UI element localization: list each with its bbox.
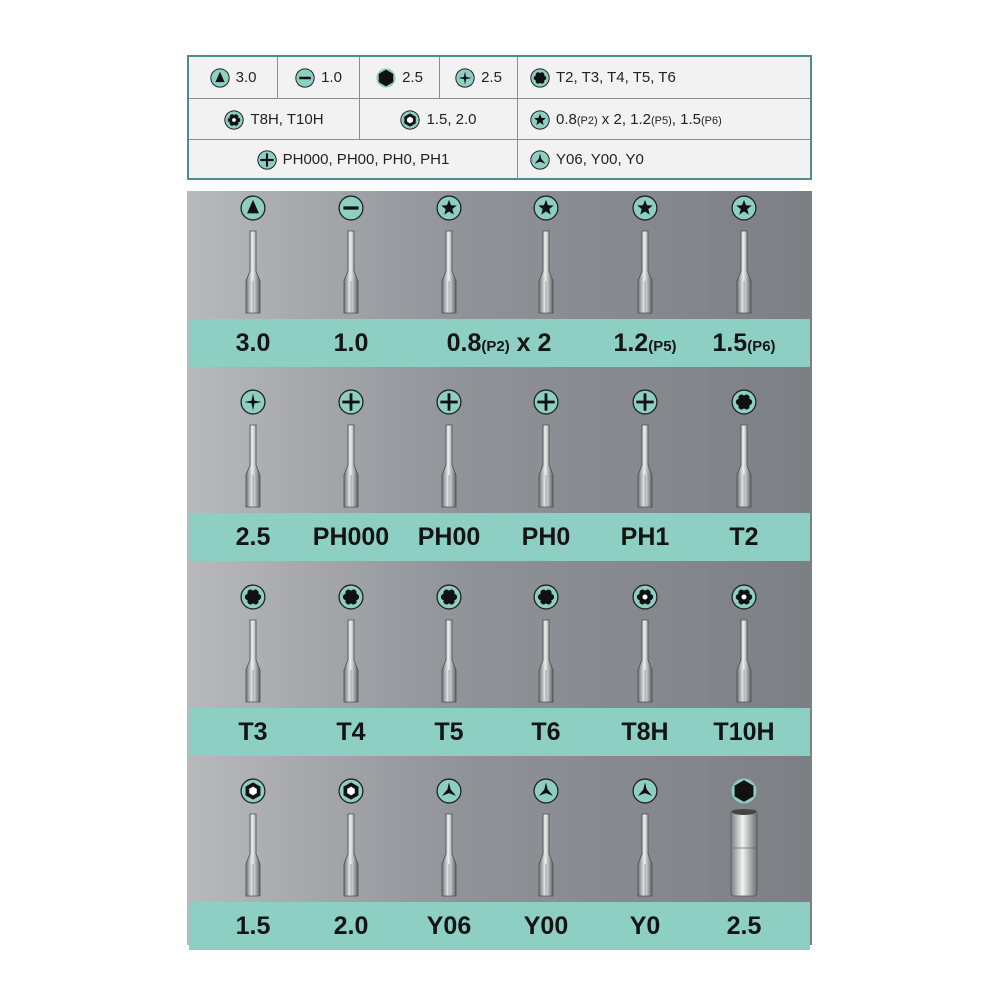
bit-image: [429, 808, 469, 898]
torx-icon: [533, 584, 559, 610]
bit-image: [526, 808, 566, 898]
legend-text: T2, T3, T4, T5, T6: [556, 69, 676, 86]
pentalobe-icon: [731, 195, 757, 221]
legend-text: 2.5: [481, 69, 502, 86]
legend-text: Y06, Y00, Y0: [556, 151, 644, 168]
bit-image: [429, 614, 469, 704]
tri-wing-icon: [436, 778, 462, 804]
bit-image: [526, 419, 566, 509]
bit-size-label: Y06: [426, 912, 472, 940]
bit-item: [694, 774, 794, 968]
phillips-icon: [257, 150, 277, 170]
bit-size-label: 1.5: [235, 912, 271, 940]
bit-image: [625, 225, 665, 315]
bit-size-label: PH1: [620, 523, 670, 551]
legend-text: 1.5, 2.0: [426, 111, 477, 128]
bit-image: [233, 225, 273, 315]
legend-cell: [359, 99, 517, 140]
bit-image: [625, 614, 665, 704]
bit-image: [331, 614, 371, 704]
torx-icon: [530, 68, 550, 88]
bit-size-label: 1.5(P6): [712, 329, 776, 357]
hex-icon: [376, 68, 396, 88]
tri-slot-icon: [240, 195, 266, 221]
bit-row: [187, 774, 812, 968]
legend-row: [189, 57, 810, 98]
cross-point-icon: [240, 389, 266, 415]
tri-wing-icon: [533, 778, 559, 804]
slot-icon: [295, 68, 315, 88]
pentalobe-icon: [530, 110, 550, 130]
legend-text: 0.8(P2) x 2, 1.2(P5), 1.5(P6): [556, 111, 722, 128]
phillips-icon: [338, 389, 364, 415]
legend-cell: [517, 140, 810, 179]
torx-security-icon: [224, 110, 244, 130]
cross-point-icon: [455, 68, 475, 88]
phillips-icon: [436, 389, 462, 415]
legend-text: 2.5: [402, 69, 423, 86]
bit-image: [625, 419, 665, 509]
bit-size-label: T10H: [713, 718, 775, 746]
bit-item: [399, 191, 552, 385]
bit-image: [331, 808, 371, 898]
hex-socket-icon: [240, 778, 266, 804]
bit-size-label: 2.5: [726, 912, 762, 940]
bit-type-legend: [187, 55, 812, 180]
bit-size-label: 0.8(P2) x 2: [446, 329, 552, 357]
bit-item: [694, 385, 794, 579]
slot-icon: [338, 195, 364, 221]
bit-image: [233, 808, 273, 898]
legend-text: T8H, T10H: [250, 111, 324, 128]
bit-size-label: T5: [434, 718, 464, 746]
tri-slot-icon: [210, 68, 230, 88]
bits-panel: [187, 191, 812, 945]
torx-icon: [731, 389, 757, 415]
bit-image: [429, 419, 469, 509]
bit-image: [526, 614, 566, 704]
bit-image: [429, 225, 469, 315]
bit-row: [187, 385, 812, 579]
legend-cell: [189, 57, 277, 98]
bit-image: [724, 225, 764, 315]
bit-item: [694, 580, 794, 774]
legend-cell: [189, 99, 359, 140]
legend-cell: [189, 140, 517, 179]
tri-wing-icon: [632, 778, 658, 804]
bit-size-label: 3.0: [235, 329, 271, 357]
legend-cell: [517, 99, 810, 140]
bit-image: [526, 225, 566, 315]
pentalobe-icon: [632, 195, 658, 221]
pentalobe-icon: [533, 195, 559, 221]
torx-icon: [436, 584, 462, 610]
bit-size-label: T3: [238, 718, 268, 746]
legend-text: PH000, PH00, PH0, PH1: [282, 151, 450, 168]
bit-row: [187, 191, 812, 385]
torx-icon: [240, 584, 266, 610]
legend-row: [189, 98, 810, 140]
bit-size-label: T8H: [621, 718, 669, 746]
hex-socket-icon: [400, 110, 420, 130]
bit-size-label: PH000: [312, 523, 390, 551]
bit-image: [724, 614, 764, 704]
phillips-icon: [533, 389, 559, 415]
bit-image: [233, 419, 273, 509]
legend-text: 3.0: [235, 69, 257, 86]
legend-cell: [439, 57, 517, 98]
bit-image: [625, 808, 665, 898]
bit-size-label: 2.0: [333, 912, 369, 940]
bit-item: [694, 191, 794, 385]
bit-image: [331, 419, 371, 509]
bit-size-label: 2.5: [235, 523, 271, 551]
torx-icon: [338, 584, 364, 610]
legend-cell: [517, 57, 810, 98]
bit-size-label: PH0: [521, 523, 571, 551]
bit-image: [331, 225, 371, 315]
phillips-icon: [632, 389, 658, 415]
torx-security-icon: [731, 584, 757, 610]
bit-size-label: T6: [531, 718, 561, 746]
torx-security-icon: [632, 584, 658, 610]
legend-row: [189, 139, 810, 179]
bit-size-label: PH00: [417, 523, 481, 551]
hex-icon: [731, 778, 757, 804]
bit-size-label: T2: [729, 523, 759, 551]
bit-image: [724, 419, 764, 509]
bit-size-label: 1.2(P5): [613, 329, 677, 357]
legend-cell: [359, 57, 439, 98]
hex-socket-icon: [338, 778, 364, 804]
bit-size-label: T4: [336, 718, 366, 746]
bit-size-label: 1.0: [333, 329, 369, 357]
tri-wing-icon: [530, 150, 550, 170]
bit-size-label: Y0: [629, 912, 661, 940]
legend-cell: [277, 57, 359, 98]
legend-text: 1.0: [321, 69, 342, 86]
bit-row: [187, 580, 812, 774]
pentalobe-icon: [436, 195, 462, 221]
bit-size-label: Y00: [523, 912, 569, 940]
bit-image: [724, 808, 764, 898]
bit-image: [233, 614, 273, 704]
